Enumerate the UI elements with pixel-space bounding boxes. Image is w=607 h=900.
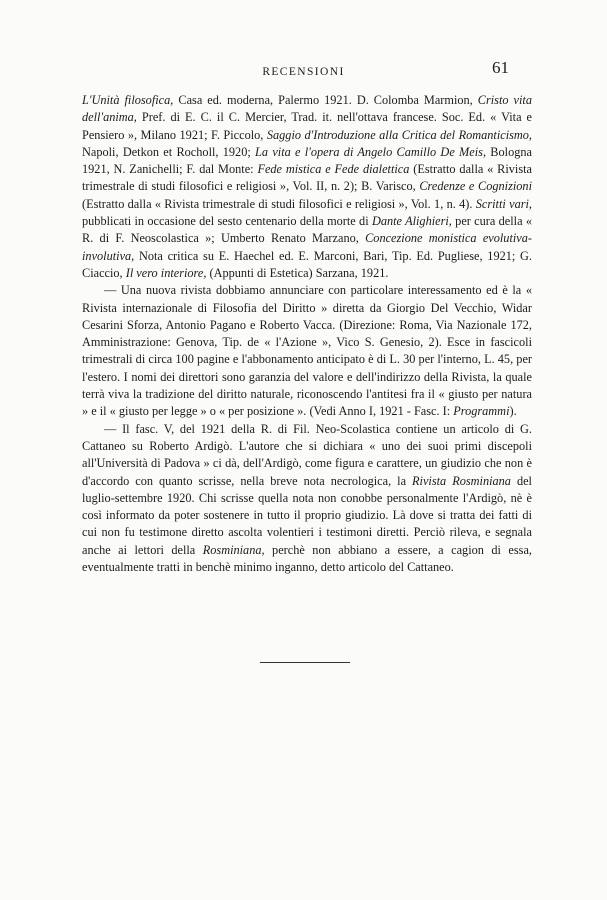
text-run: del luglio-settembre 1920. Chi scrisse quella nota non conobbe personalmente l'Ardigò, nè è così informato da poter sostenere in tutto il proprio giudizio. Là dove si tratta dei fatti di cui non fu testimone diretto ascolta volentieri i testimoni diretti. Perciò rileva, e segnala anche ai lettori della [82, 473, 532, 557]
text-run: (Estratto dalla « Rivista trimestrale di studi filosofici e religiosi », Vol. 1, n. 4). [82, 196, 476, 211]
italic-title: Cristo vita dell'anima, [82, 93, 532, 125]
paragraph-new-journal [82, 282, 532, 420]
italic-title: L'Unità filosofica, [82, 93, 174, 107]
text-run: — Il fasc. V, del 1921 della R. di Fil. Neo-Scolastica contiene un articolo di G. Cattaneo su Roberto Ardigò. L'autore che si dichiara « uno dei suoi primi discepoli all'Università di Padova » ci dà, dell'Ardigò, come figura e carattere, un giudizio che non è d'accordo con quanto scrisse, nella breve nota necrologica, la [82, 421, 532, 488]
text-run: pubblicati in occasione del sesto centenario della morte di [82, 214, 372, 229]
italic-title: Il vero interiore, [125, 265, 207, 280]
italic-title: Scritti vari, [475, 196, 532, 211]
text-run: Casa ed. moderna, Palermo 1921. D. Colomba Marmion, [173, 93, 478, 107]
italic-title: Fede mistica e Fede dialettica [257, 162, 410, 177]
text-run: Bologna 1921, N. Zanichelli; F. dal Monte: [82, 144, 532, 177]
text-run: (Estratto dalla « Rivista trimestrale di studi filosofici e religiosi », Vol. II, n. 2); B. Varisco, [82, 162, 532, 194]
page-number: 61 [492, 58, 509, 77]
text-run: Napoli, Detkon et Rocholl, 1920; [82, 144, 256, 159]
section-divider [260, 662, 350, 663]
italic-title: Saggio d'Introduzione alla Critica del Romanticismo, [266, 127, 532, 142]
italic-title: Programmi [453, 404, 510, 419]
text-run: ). [509, 404, 517, 419]
text-run: — Una nuova rivista dobbiamo annunciare con particolare interessamento ed è la « Rivista internazionale di Filosofia del Diritto » diretta da Giorgio Del Vecchio, Widar Cesarini Sforza, Antonio Pagano e Roberto Vacca. (Direzione: Roma, Via Nazionale 172, Amministrazione: Genova, Tip. de « l'Azione », Vico S. Genesio, 2). Esce in fascicoli trimestrali di circa 100 pagine e l'abbonamento anticipato è di L. 30 per l'interno, L. 45, per l'estero. I nomi dei direttori sono garanzia del valore e dell'indirizzo della Rivista, la quale terrà viva la tradizione del diritto naturale, riconoscendo l'antitesi fra il « giusto per natura » e il « giusto per legge » o « per posizione ». (Vedi Anno I, 1921 - Fasc. I: [82, 283, 532, 419]
body-text [82, 92, 532, 576]
text-run: Nota critica su E. Haechel ed. E. Marconi, Bari, Tip. Ed. Pugliese, 1921; G. Ciaccio, [82, 248, 532, 280]
paragraph-book-list [82, 92, 532, 282]
text-run: per cura della « R. di F. Neoscolastica »; Umberto Renato Marzano, [82, 214, 532, 246]
text-run: perchè non abbiano a essere, a cagion di essa, eventualmente tratti in benchè minimo inganno, detto articolo del Cattaneo. [82, 542, 532, 575]
paragraph-cattaneo-article [82, 421, 532, 577]
italic-title: Credenze e Cognizioni [419, 179, 532, 194]
italic-title: Concezione monistica evolutiva-involutiva, [82, 231, 532, 263]
italic-title: Rosminiana, [202, 542, 265, 557]
italic-title: La vita e l'opera di Angelo Camillo De Meis, [255, 144, 487, 159]
text-run: Pref. di E. C. il C. Mercier, Trad. it. nell'ottava francese. Soc. Ed. « Vita e Pensiero », Milano 1921; F. Piccolo, [82, 110, 532, 142]
text-run: (Appunti di Estetica) Sarzana, 1921. [206, 265, 389, 280]
italic-title: Dante Alighieri, [371, 214, 452, 229]
running-header: RECENSIONI [262, 66, 345, 78]
italic-title: Rivista Rosminiana [412, 473, 511, 488]
